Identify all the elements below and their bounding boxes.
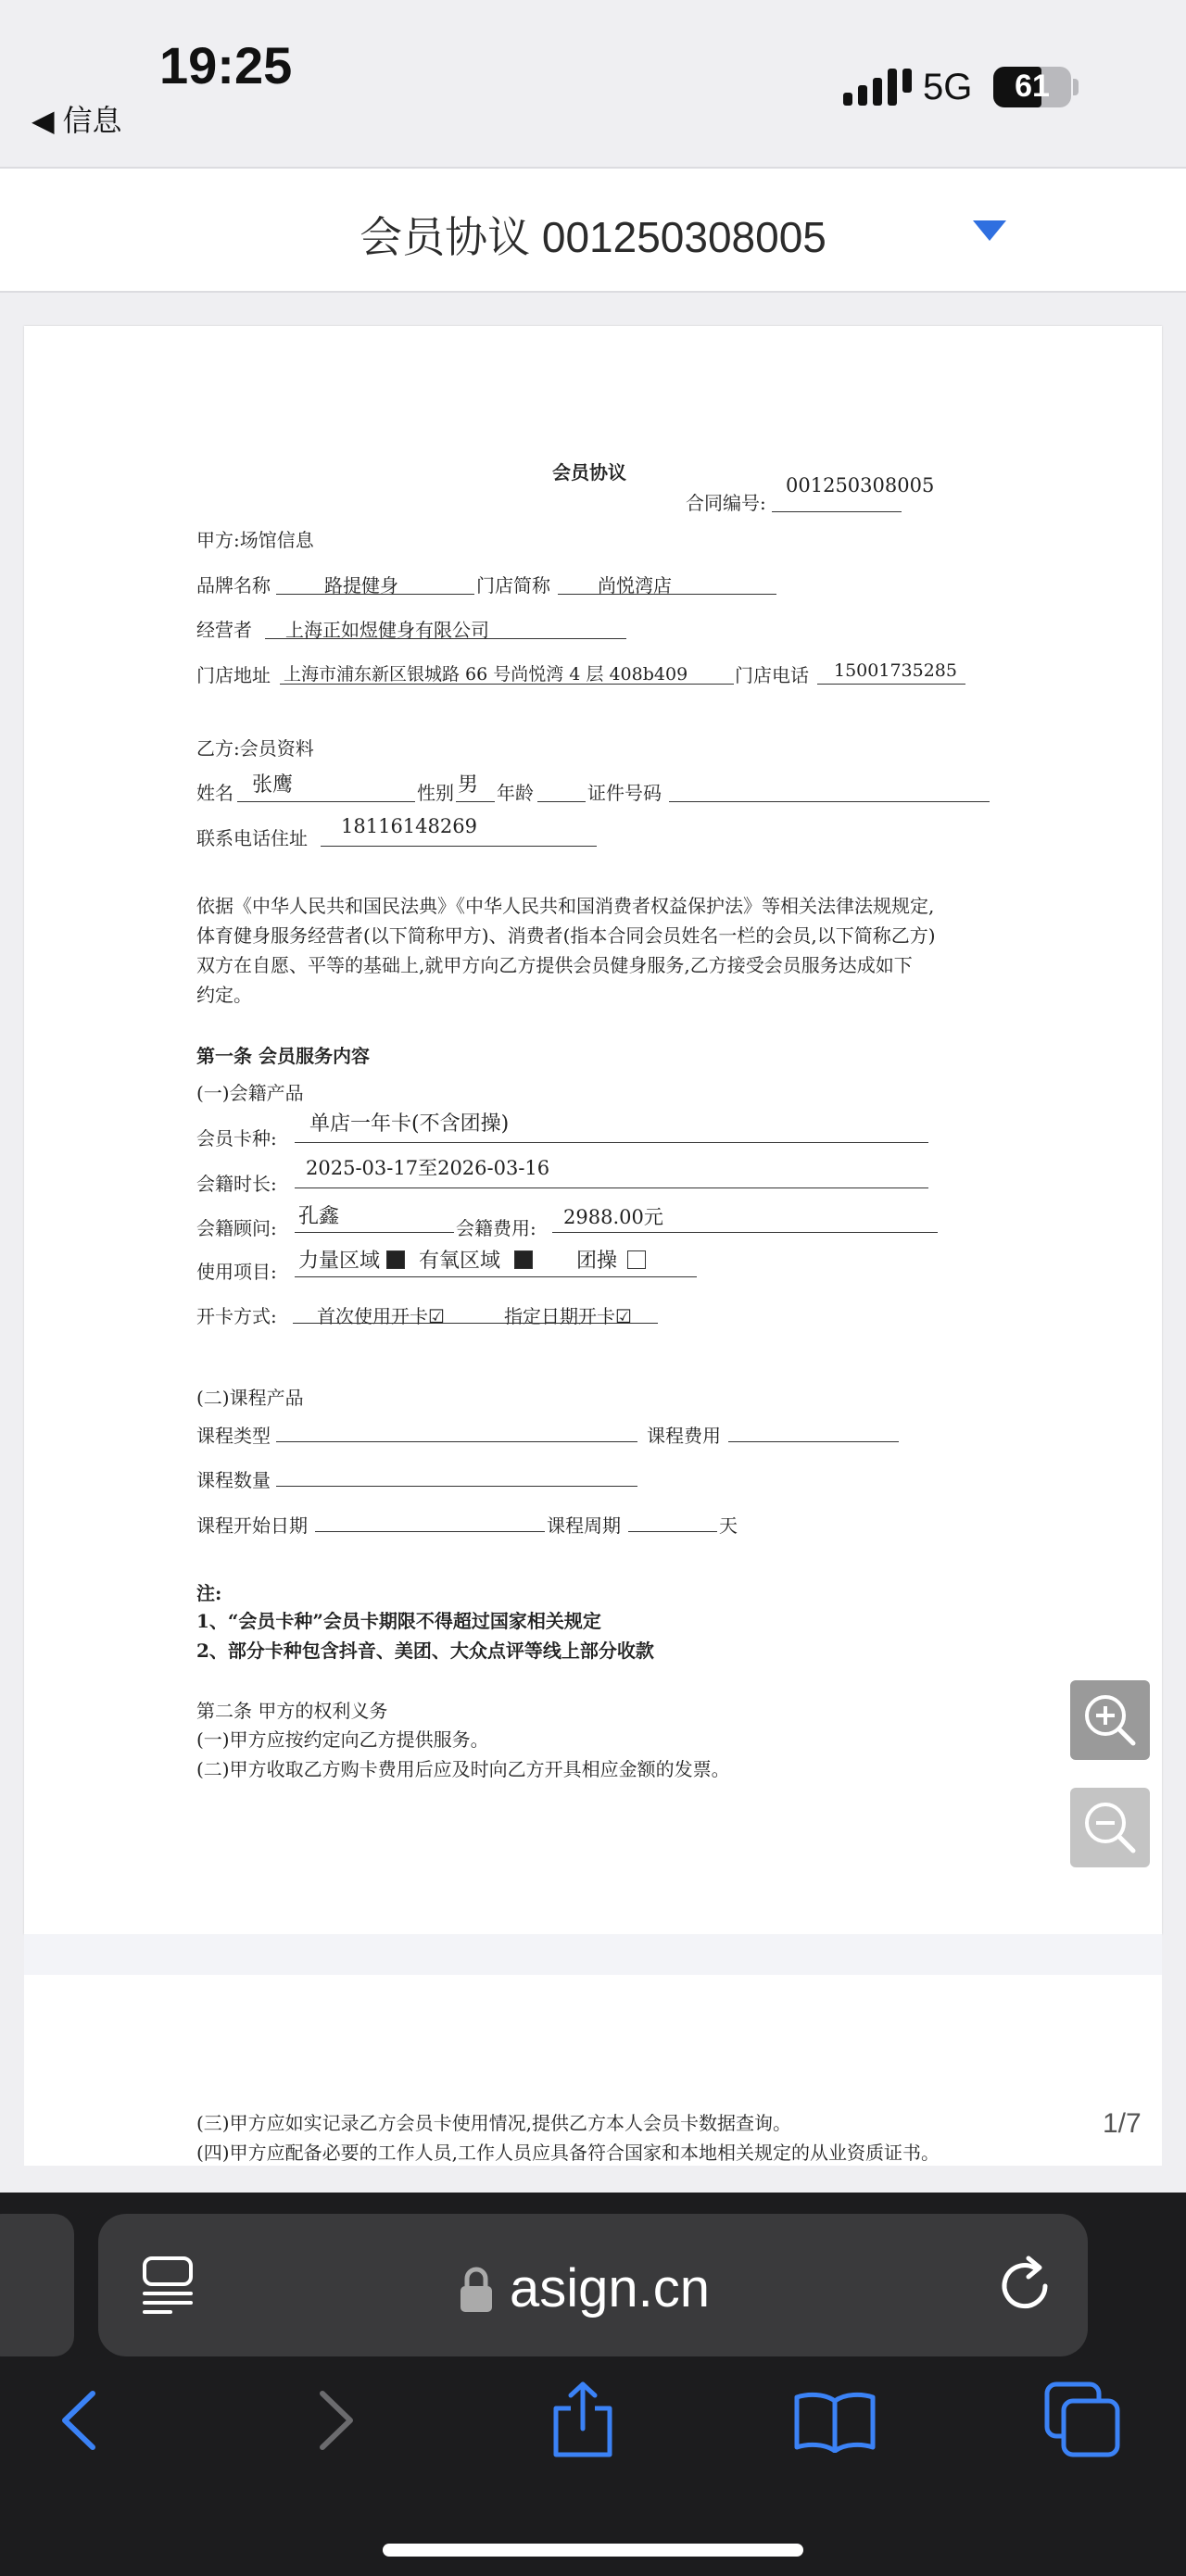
usage-item-strength xyxy=(298,1245,646,1274)
page-gap xyxy=(24,1934,1162,1975)
course-type-label: 课程类型 xyxy=(196,1425,271,1447)
battery-level: 61 xyxy=(1015,69,1050,104)
doc-heading: 会员协议 xyxy=(552,461,626,484)
document-page xyxy=(24,326,1162,1934)
reload-icon[interactable] xyxy=(993,2253,1058,2318)
course-fee-label: 课程费用 xyxy=(647,1425,721,1447)
activation-first-use: 首次使用开卡☑ xyxy=(317,1305,445,1327)
article2-line-3: (三)甲方应如实记录乙方会员卡使用情况,提供乙方本人会员卡数据查询。 xyxy=(196,2112,791,2134)
fee-value: 2988.00元 xyxy=(563,1206,663,1228)
item-strength-checkbox xyxy=(386,1250,405,1269)
lock-icon xyxy=(459,2266,494,2314)
note-2: 2、部分卡种包含抖音、美团、大众点评等线上部分收款 xyxy=(196,1640,654,1662)
brand-value: 路提健身 xyxy=(324,574,398,597)
note-1: 1、“会员卡种”会员卡期限不得超过国家相关规定 xyxy=(196,1610,601,1632)
reader-icon[interactable] xyxy=(139,2255,198,2316)
dropdown-caret-icon[interactable] xyxy=(973,220,1006,241)
article2-line-2: (二)甲方收取乙方购卡费用后应及时向乙方开具相应金额的发票。 xyxy=(196,1758,730,1780)
item-cardio-label: 有氧区域 xyxy=(419,1250,501,1273)
network-type: 5G xyxy=(923,67,973,107)
party-b-section: 乙方:会员资料 xyxy=(196,737,314,760)
store-short-label: 门店简称 xyxy=(476,574,550,597)
course-count-label: 课程数量 xyxy=(196,1469,271,1491)
gender-label: 性别 xyxy=(417,782,454,804)
advisor-value: 孔鑫 xyxy=(298,1205,340,1228)
bookmarks-icon[interactable] xyxy=(793,2388,877,2453)
zoom-in-icon xyxy=(1070,1680,1150,1760)
item-group-checkbox xyxy=(627,1250,646,1269)
store-short-value: 尚悦湾店 xyxy=(598,574,672,597)
nav-back-icon[interactable] xyxy=(56,2390,102,2451)
battery-icon xyxy=(993,67,1071,107)
age-label: 年龄 xyxy=(497,782,534,804)
intro-line-4: 约定。 xyxy=(196,984,252,1006)
activation-fixed-date: 指定日期开卡☑ xyxy=(504,1305,632,1327)
name-value: 张鹰 xyxy=(252,773,294,797)
address-label: 门店地址 xyxy=(196,664,271,686)
article2-line-1: (一)甲方应按约定向乙方提供服务。 xyxy=(196,1728,489,1751)
contract-no-label: 合同编号: xyxy=(686,492,766,514)
items-label: 使用项目: xyxy=(196,1261,277,1283)
intro-line-3: 双方在自愿、平等的基础上,就甲方向乙方提供会员健身服务,乙方接受会员服务达成如下 xyxy=(196,954,913,976)
duration-label: 会籍时长: xyxy=(196,1173,277,1195)
signal-icon xyxy=(841,65,915,111)
brand-label: 品牌名称 xyxy=(196,574,271,597)
gender-value: 男 xyxy=(458,773,479,797)
tabs-icon[interactable] xyxy=(1043,2381,1121,2458)
back-to-app-link[interactable]: ◀ 信息 xyxy=(32,104,122,137)
party-a-section: 甲方:场馆信息 xyxy=(196,529,314,551)
intro-line-2: 体育健身服务经营者(以下简称甲方)、消费者(指本合同会员姓名一栏的会员,以下简称乙方) xyxy=(196,924,936,947)
id-label: 证件号码 xyxy=(587,782,662,804)
item-group-label: 团操 xyxy=(576,1250,618,1273)
article2-title: 第二条 甲方的权利义务 xyxy=(196,1700,388,1722)
course-period-unit: 天 xyxy=(719,1514,738,1537)
membership-product-heading: (一)会籍产品 xyxy=(196,1082,304,1104)
item-cardio-checkbox xyxy=(514,1250,533,1269)
home-indicator xyxy=(383,2544,803,2557)
address-value: 上海市浦东新区银城路 66 号尚悦湾 4 层 408b409 xyxy=(284,664,688,685)
notes-title: 注: xyxy=(196,1582,222,1604)
activation-label: 开卡方式: xyxy=(196,1305,277,1327)
zoom-in-button[interactable] xyxy=(1070,1680,1150,1760)
course-period-label: 课程周期 xyxy=(547,1514,621,1537)
phone-value: 15001735285 xyxy=(834,660,957,681)
battery-tip xyxy=(1073,79,1079,95)
share-icon[interactable] xyxy=(549,2381,617,2458)
course-start-label: 课程开始日期 xyxy=(196,1514,308,1537)
contract-no: 001250308005 xyxy=(786,474,935,496)
zoom-out-button[interactable] xyxy=(1070,1788,1150,1867)
card-type-label: 会员卡种: xyxy=(196,1127,277,1150)
document-title: 会员协议 001250308005 xyxy=(360,213,826,261)
phone-label: 门店电话 xyxy=(735,664,809,686)
contact-value: 18116148269 xyxy=(341,815,477,837)
intro-line-1: 依据《中华人民共和国民法典》《中华人民共和国消费者权益保护法》等相关法律法规规定, xyxy=(196,895,935,917)
url-text[interactable]: asign.cn xyxy=(510,2258,711,2318)
status-time: 19:25 xyxy=(159,36,293,94)
zoom-out-icon xyxy=(1070,1788,1150,1867)
page-indicator: 1/7 xyxy=(1103,2108,1142,2139)
card-type-value: 单店一年卡(不含团操) xyxy=(309,1112,510,1136)
course-product-heading: (二)课程产品 xyxy=(196,1387,304,1409)
advisor-label: 会籍顾问: xyxy=(196,1217,277,1239)
article2-line-4: (四)甲方应配备必要的工作人员,工作人员应具备符合国家和本地相关规定的从业资质证书。 xyxy=(196,2142,940,2164)
item-strength-label: 力量区域 xyxy=(298,1250,381,1273)
operator-label: 经营者 xyxy=(196,619,252,641)
name-label: 姓名 xyxy=(196,782,233,804)
previous-tab-stub[interactable] xyxy=(0,2214,74,2356)
duration-value: 2025-03-17至2026-03-16 xyxy=(306,1157,550,1179)
article1-title: 第一条 会员服务内容 xyxy=(196,1045,370,1067)
nav-forward-icon[interactable] xyxy=(313,2390,360,2451)
document-title-bar[interactable] xyxy=(0,167,1186,293)
fee-label: 会籍费用: xyxy=(456,1217,536,1239)
contact-label: 联系电话住址 xyxy=(196,827,308,849)
operator-value: 上海正如煜健身有限公司 xyxy=(285,619,489,641)
